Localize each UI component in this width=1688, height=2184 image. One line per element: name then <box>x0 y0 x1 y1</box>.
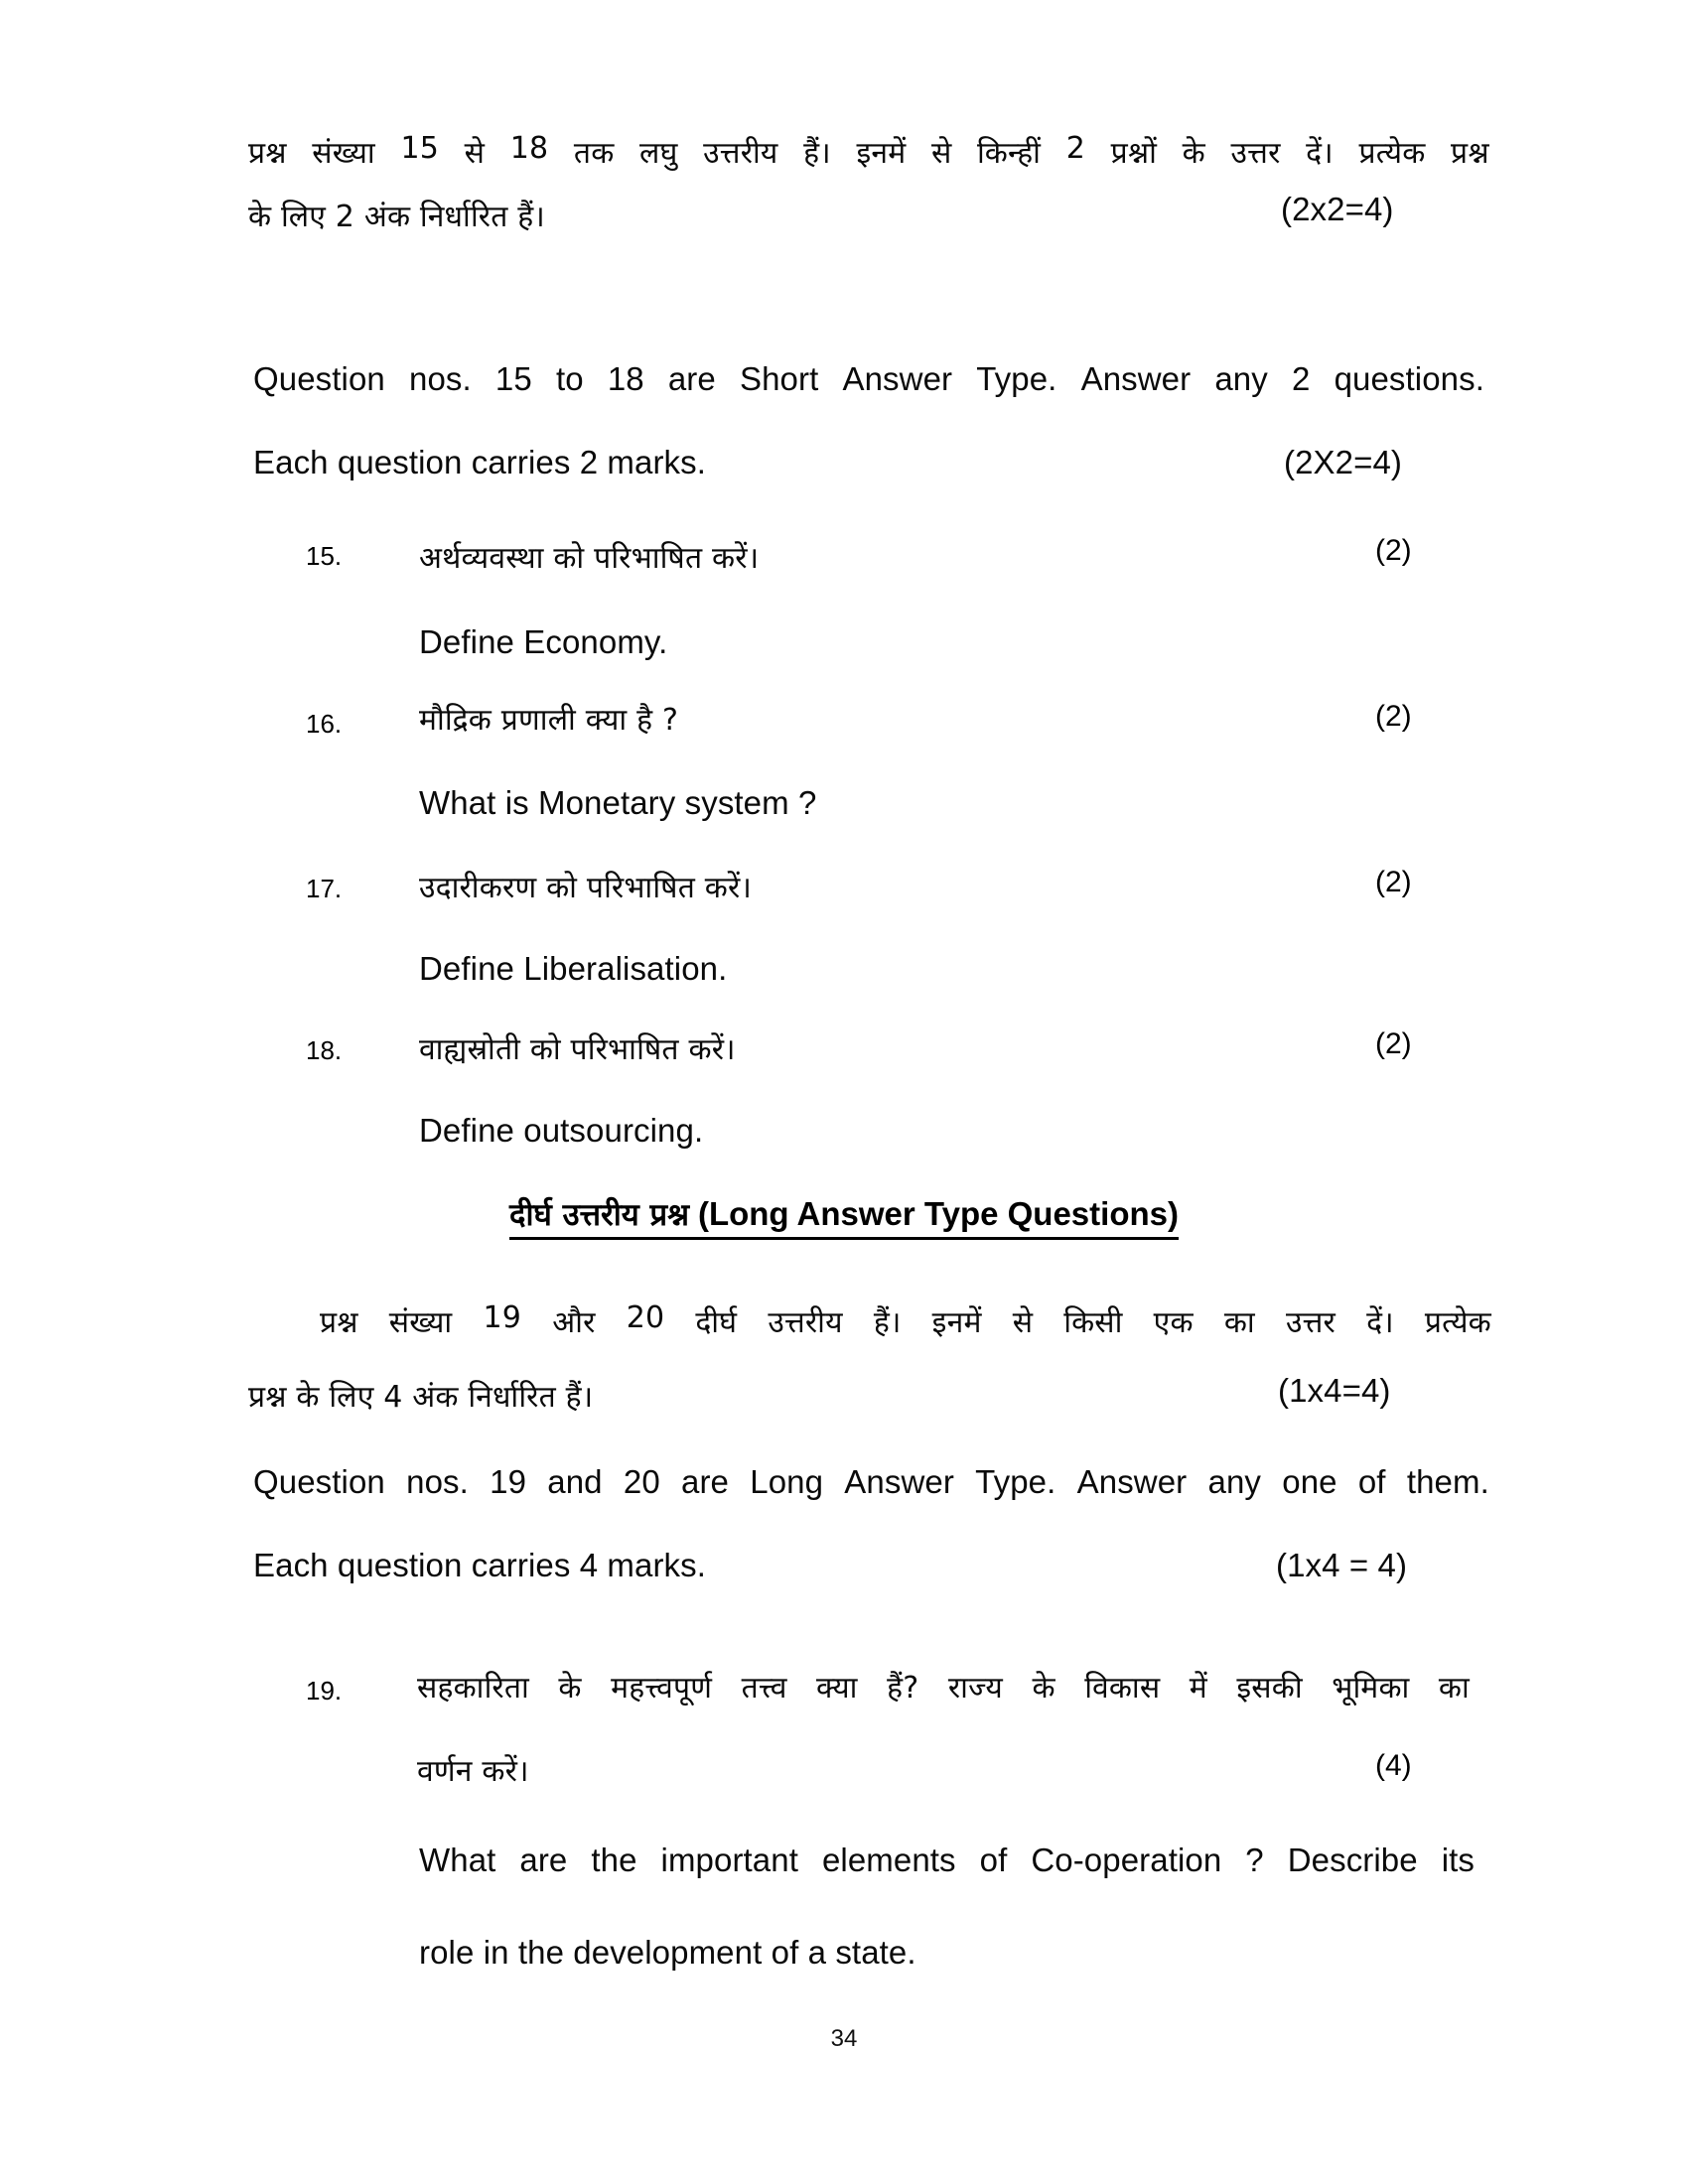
word: to <box>555 360 584 397</box>
question-19-hindi-line1 <box>417 1666 1470 1706</box>
word: Question <box>253 1463 385 1500</box>
word: What <box>419 1842 496 1878</box>
word: Answer <box>1076 1463 1188 1500</box>
question-17-marks: (2) <box>1375 866 1412 898</box>
word: 18 <box>509 131 549 166</box>
word: संख्या <box>388 1305 453 1340</box>
short-answer-instruction-hindi-line2: के लिए 2 अंक निर्धारित हैं। <box>248 200 545 234</box>
word: एक <box>1153 1305 1194 1340</box>
question-number-17: 17. <box>306 874 343 903</box>
question-17-english-text: Define Liberalisation. <box>419 950 728 987</box>
word: Type. <box>975 1463 1056 1500</box>
word: विकास <box>1084 1671 1161 1706</box>
word: are <box>519 1842 568 1878</box>
word: of <box>1357 1463 1386 1500</box>
word: और <box>552 1305 596 1340</box>
word: हैं। <box>873 1305 902 1340</box>
word: Co-operation <box>1031 1842 1222 1878</box>
word: प्रश्नों <box>1110 136 1158 171</box>
word: प्रत्येक <box>1424 1305 1491 1340</box>
word: 19 <box>483 1300 522 1335</box>
word: 2 <box>1065 131 1086 166</box>
word: से <box>930 136 952 171</box>
question-number-18: 18. <box>306 1035 343 1065</box>
word: 20 <box>623 1463 660 1500</box>
word: इनमें <box>856 136 907 171</box>
long-answer-instruction-hindi-line2: प्रश्न के लिए 4 अंक निर्धारित हैं। <box>248 1380 594 1415</box>
word: the <box>591 1842 637 1878</box>
word: प्रश्न <box>1451 136 1489 171</box>
word: दीर्घ <box>695 1305 738 1340</box>
word: प्रश्न <box>248 136 287 171</box>
long-answer-section-heading <box>0 1193 1688 1240</box>
word: सहकारिता <box>417 1671 529 1706</box>
question-number-16: 16. <box>306 709 343 739</box>
word: 15 <box>494 360 532 397</box>
word: elements <box>821 1842 956 1878</box>
word: any <box>1207 1463 1262 1500</box>
word: लघु <box>639 136 678 171</box>
word: से <box>464 136 486 171</box>
question-18-english-text: Define outsourcing. <box>419 1112 704 1149</box>
word: हैं। <box>803 136 831 171</box>
word: इसकी <box>1236 1671 1303 1706</box>
word: nos. <box>406 1463 469 1500</box>
word: of <box>979 1842 1008 1878</box>
word: तक <box>573 136 615 171</box>
word: nos. <box>409 360 472 397</box>
word: 19 <box>490 1463 527 1500</box>
long-answer-instruction-english-marks: (1x4 = 4) <box>1276 1547 1408 1583</box>
short-answer-instruction-english-line2: Each question carries 2 marks. <box>253 444 707 480</box>
question-19-marks: (4) <box>1375 1749 1412 1782</box>
question-15-marks: (2) <box>1375 534 1412 567</box>
word: किसी <box>1063 1305 1123 1340</box>
word: भूमिका <box>1332 1671 1410 1706</box>
long-answer-instruction-hindi-line1 <box>320 1300 1491 1341</box>
word: संख्या <box>312 136 375 171</box>
word: उत्तर <box>1285 1305 1336 1340</box>
word: 18 <box>607 360 644 397</box>
word: उत्तरीय <box>768 1305 843 1340</box>
word: उत्तरीय <box>703 136 778 171</box>
word: महत्त्वपूर्ण <box>611 1671 713 1706</box>
word: Short <box>739 360 819 397</box>
word: are <box>667 360 716 397</box>
word: 2 <box>1291 360 1311 397</box>
question-19-english-line2: role in the development of a state. <box>419 1934 916 1971</box>
long-answer-instruction-english-line1 <box>253 1463 1489 1501</box>
word: के <box>558 1671 582 1706</box>
word: का <box>1223 1305 1255 1340</box>
word: प्रत्येक <box>1358 136 1426 171</box>
word: one <box>1282 1463 1337 1500</box>
short-answer-instruction-english-line1 <box>253 360 1484 398</box>
word: से <box>1012 1305 1034 1340</box>
word: उत्तर <box>1230 136 1281 171</box>
long-answer-heading-english: (Long Answer Type Questions) <box>697 1195 1179 1232</box>
question-19-english-line1 <box>419 1842 1475 1879</box>
word: ? <box>1245 1842 1264 1878</box>
question-number-19: 19. <box>306 1676 343 1706</box>
word: तत्त्व <box>741 1671 787 1706</box>
question-16-marks: (2) <box>1375 700 1412 733</box>
question-18-marks: (2) <box>1375 1027 1412 1060</box>
word: and <box>547 1463 603 1500</box>
word: में <box>1189 1671 1207 1706</box>
word: 15 <box>400 131 440 166</box>
word: Answer <box>1080 360 1192 397</box>
question-17-hindi-text: उदारीकरण को परिभाषित करें। <box>419 871 753 905</box>
short-answer-instruction-hindi-line1 <box>248 131 1489 172</box>
word: important <box>660 1842 798 1878</box>
word: इनमें <box>931 1305 982 1340</box>
word: के <box>1032 1671 1055 1706</box>
question-18-hindi-text: वाह्यस्रोती को परिभाषित करें। <box>419 1032 736 1067</box>
word: दें। <box>1366 1305 1394 1340</box>
long-answer-heading-hindi: दीर्घ उत्तरीय प्रश्न <box>509 1197 690 1233</box>
word: Answer <box>842 360 953 397</box>
question-16-english-text: What is Monetary system ? <box>419 784 817 821</box>
word: 20 <box>626 1300 665 1335</box>
word: Question <box>253 360 385 397</box>
word: किन्हीं <box>977 136 1042 171</box>
word: दें। <box>1306 136 1334 171</box>
question-15-hindi-text: अर्थव्यवस्था को परिभाषित करें। <box>419 541 760 576</box>
word: its <box>1441 1842 1475 1878</box>
word: are <box>681 1463 730 1500</box>
word: प्रश्न <box>320 1305 358 1340</box>
word: क्या <box>816 1671 858 1706</box>
word: Answer <box>844 1463 954 1500</box>
word: Type. <box>976 360 1057 397</box>
word: Describe <box>1287 1842 1418 1878</box>
short-answer-instruction-hindi-marks: (2x2=4) <box>1281 191 1394 227</box>
word: के <box>1182 136 1205 171</box>
word: राज्य <box>947 1671 1004 1706</box>
word: Long <box>750 1463 824 1500</box>
word: questions. <box>1334 360 1484 397</box>
short-answer-instruction-english-marks: (2X2=4) <box>1284 444 1403 480</box>
page-number: 34 <box>830 2025 858 2052</box>
word: them. <box>1406 1463 1489 1500</box>
word: any <box>1214 360 1268 397</box>
long-answer-instruction-hindi-marks: (1x4=4) <box>1278 1372 1391 1409</box>
word: का <box>1438 1671 1470 1706</box>
question-16-hindi-text: मौद्रिक प्रणाली क्या है ? <box>419 703 679 738</box>
question-15-english-text: Define Economy. <box>419 623 668 660</box>
word: हैं? <box>887 1671 919 1706</box>
question-19-hindi-line2: वर्णन करें। <box>417 1754 529 1789</box>
question-number-15: 15. <box>306 541 343 571</box>
long-answer-instruction-english-line2: Each question carries 4 marks. <box>253 1547 707 1583</box>
